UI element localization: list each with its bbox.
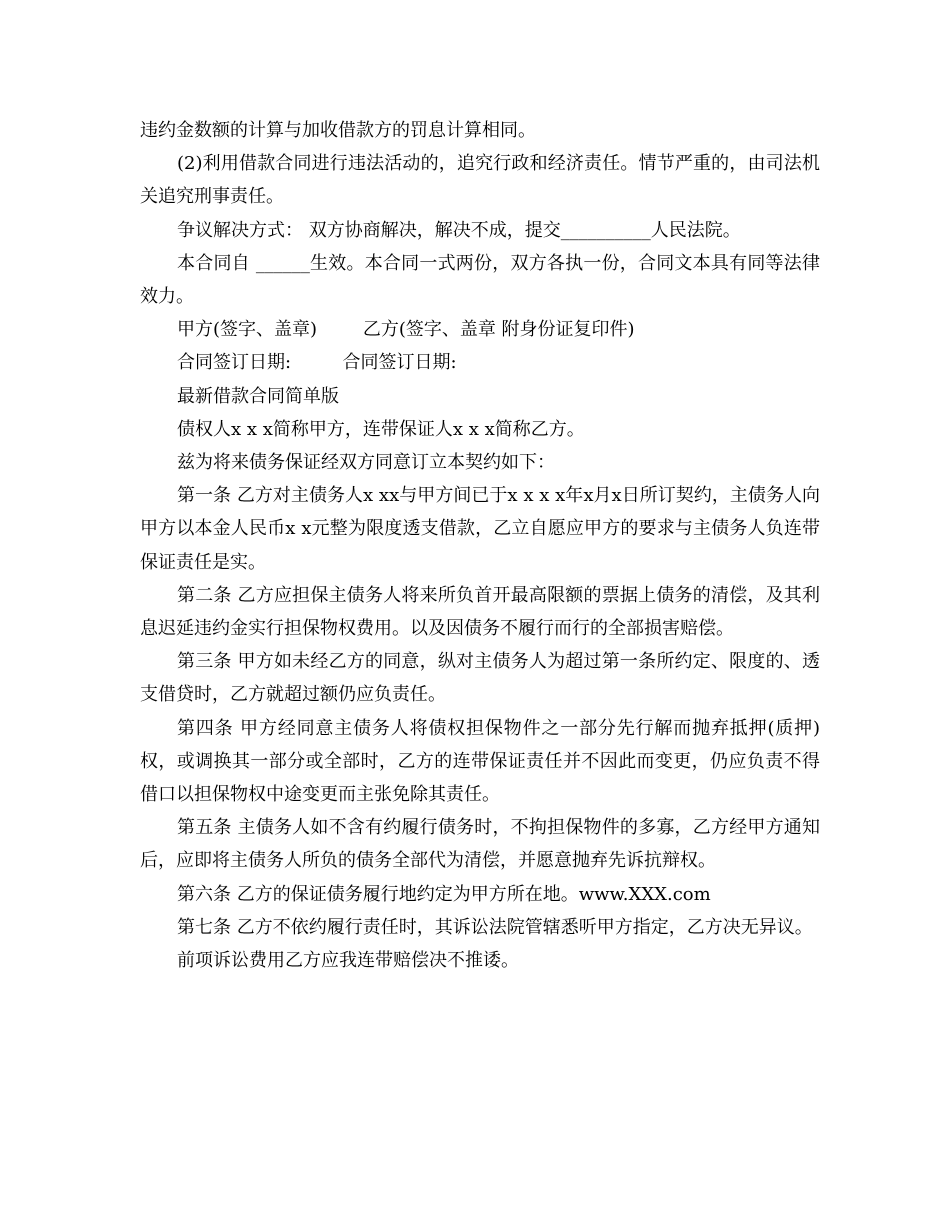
paragraph-signatures: 甲方(签字、盖章) 乙方(签字、盖章 附身份证复印件) (177, 319, 635, 341)
article-4: 第四条 甲方经同意主债务人将债权担保物件之一部分先行解而抛弃抵押(质押)权，或调换其一部分或全部时，乙方的连带保证责任并不因此而变更，仍应负责不得借口以担保物权中途变更而主张免除其责任。 (140, 717, 820, 806)
article-6: 第六条 乙方的保证债务履行地约定为甲方所在地。www.XXX.com (177, 883, 711, 905)
paragraph-litigation-costs: 前项诉讼费用乙方应我连带赔偿决不推诿。 (177, 950, 519, 972)
paragraph-effectiveness: 本合同自 ______生效。本合同一式两份，双方各执一份，合同文本具有同等法律效力。 (140, 252, 820, 308)
article-5: 第五条 主债务人如不含有约履行债务时，不拘担保物件的多寡，乙方经甲方通知后，应即将主债务人所负的债务全部代为清偿，并愿意抛弃先诉抗辩权。 (140, 817, 820, 872)
paragraph-parties: 债权人x x x简称甲方，连带保证人x x x简称乙方。 (177, 418, 585, 440)
paragraph-preamble: 兹为将来债务保证经双方同意订立本契约如下： (177, 452, 555, 474)
article-1: 第一条 乙方对主债务人x xx与甲方间已于x x x x年x月x日所订契约，主债务人向甲方以本金人民币x x元整为限度透支借款，乙立自愿应甲方的要求与主债务人负连带保证责任是实。 (140, 485, 820, 573)
article-3: 第三条 甲方如未经乙方的同意，纵对主债务人为超过第一条所约定、限度的、透支借贷时，乙方就超过额仍应负责任。 (140, 651, 820, 706)
article-7: 第七条 乙方不依约履行责任时，其诉讼法院管辖悉听甲方指定，乙方决无异议。 (177, 916, 813, 938)
paragraph-signing-dates: 合同签订日期: 合同签订日期: (177, 352, 457, 374)
paragraph-penalty-calculation: 违约金数额的计算与加收借款方的罚息计算相同。 (140, 120, 536, 141)
article-2: 第二条 乙方应担保主债务人将来所负首开最高限额的票据上债务的清偿，及其利息迟延违约金实行担保物权费用。以及因债务不履行而行的全部损害赔偿。 (140, 584, 820, 640)
section-title: 最新借款合同简单版 (177, 385, 339, 407)
paragraph-illegal-use-liability: (2)利用借款合同进行违法活动的，追究行政和经济责任。情节严重的，由司法机关追究刑事责任。 (140, 153, 820, 208)
paragraph-dispute-resolution: 争议解决方式： 双方协商解决，解决不成，提交__________人民法院。 (177, 219, 741, 241)
document-body (140, 114, 820, 977)
